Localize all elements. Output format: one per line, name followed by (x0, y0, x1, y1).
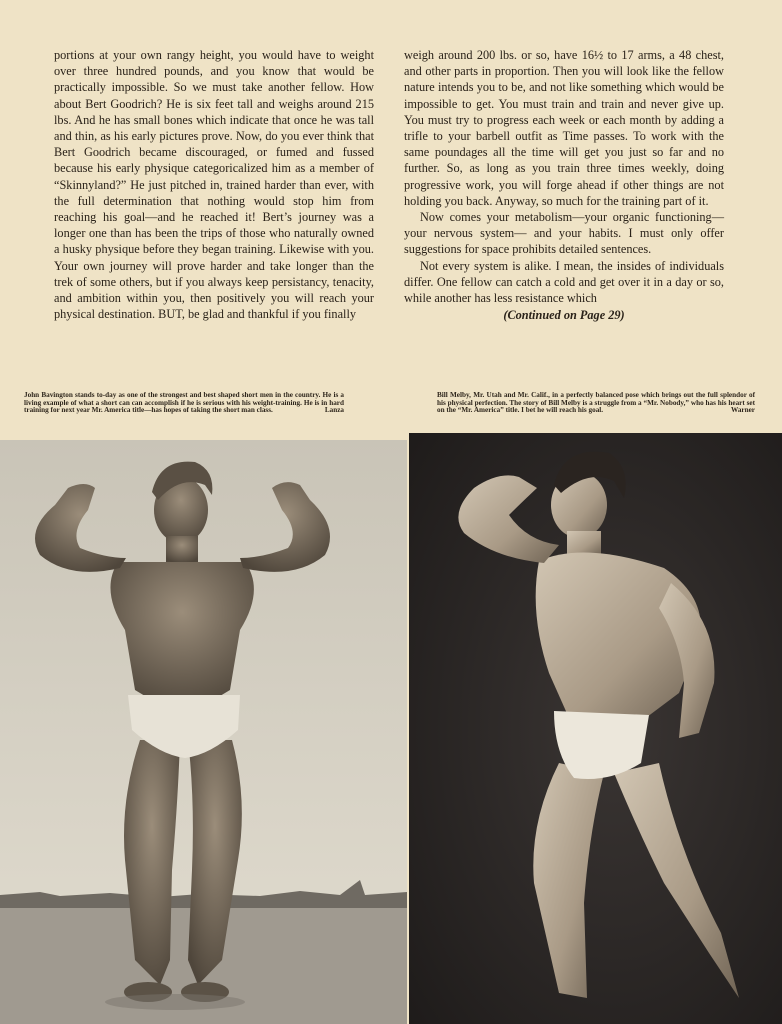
continued-on-notice: (Continued on Page 29) (503, 308, 625, 323)
article-right-column (404, 47, 724, 323)
article-left-column (54, 47, 374, 322)
article-paragraph: Not every system is alike. I mean, the insides of individuals differ. One fellow can catch a cold and get over it in a day or so, while another has less resistance which (404, 258, 724, 306)
photo-caption-right (437, 392, 755, 415)
photo-bodybuilder-rear-pose (409, 433, 782, 1024)
photo-bodybuilder-front-pose (0, 440, 407, 1024)
photo-credit: Warner (731, 406, 755, 415)
article-paragraph: weigh around 200 lbs. or so, have 16½ to 17 arms, a 48 chest, and other parts in proportion. Then you will look like the fellow nature intends you to be, and not like something which would be impossible to get. You must train and train and never give up. You must try to progress each week or each month by adding a trifle to your barbell outfit as Time passes. To work with the same poundages all the time will get you just so far and no further. So, as long as you train three times weekly, doing progressive work, you will forge ahead if other things are not holding you back. Anyway, so much for the training part of it. (404, 48, 724, 208)
caption-text: John Bavington stands to-day as one of the strongest and best shaped short men in the country. He is a living example of what a short can can accomplish if he is serious with his weight-training. He is in hard training for next year Mr. America title—has hopes of taking the short man class. (24, 391, 344, 415)
caption-text: Bill Melby, Mr. Utah and Mr. Calif., in a perfectly balanced pose which brings out the full splendor of his physical perfection. The story of Bill Melby is a struggle from a “Mr. Nobody,” who has his heart set on the “Mr. America” title. I bet he will reach his goal. (437, 391, 755, 415)
article-paragraph: Now comes your metabolism—your organic functioning—your nervous system— and your habits. I must only offer suggestions for space prohibits detailed sentences. (404, 210, 724, 257)
article-paragraph: portions at your own rangy height, you would have to weight over three hundred pounds, and you know that would be practically impossible. So we must take another fellow. How about Bert Goodrich? He is six feet tall and weighs around 215 lbs. And he has small bones which indicate that once he was tall and thin, as his early pictures prove. Now, do you ever think that Bert Goodrich became discouraged, or fumed and fussed because his early physique categoricalized him as a member of “Skinnyland?” He just pitched in, trained harder than ever, with the full determination that nothing would stop him from reaching his goal—and he reached it! Bert’s journey was a longer one than has been the trips of those who naturally owned a husky physique before they began training. Likewise with you. Your own journey will prove harder and take longer than the trek of some others, but if you always keep persistancy, tenacity, and ambition within you, then positively you will reach your physical destination. BUT, be glad and thankful if you finally (54, 48, 374, 322)
photo-credit: Lanza (324, 406, 344, 415)
photo-caption-left (24, 392, 344, 415)
